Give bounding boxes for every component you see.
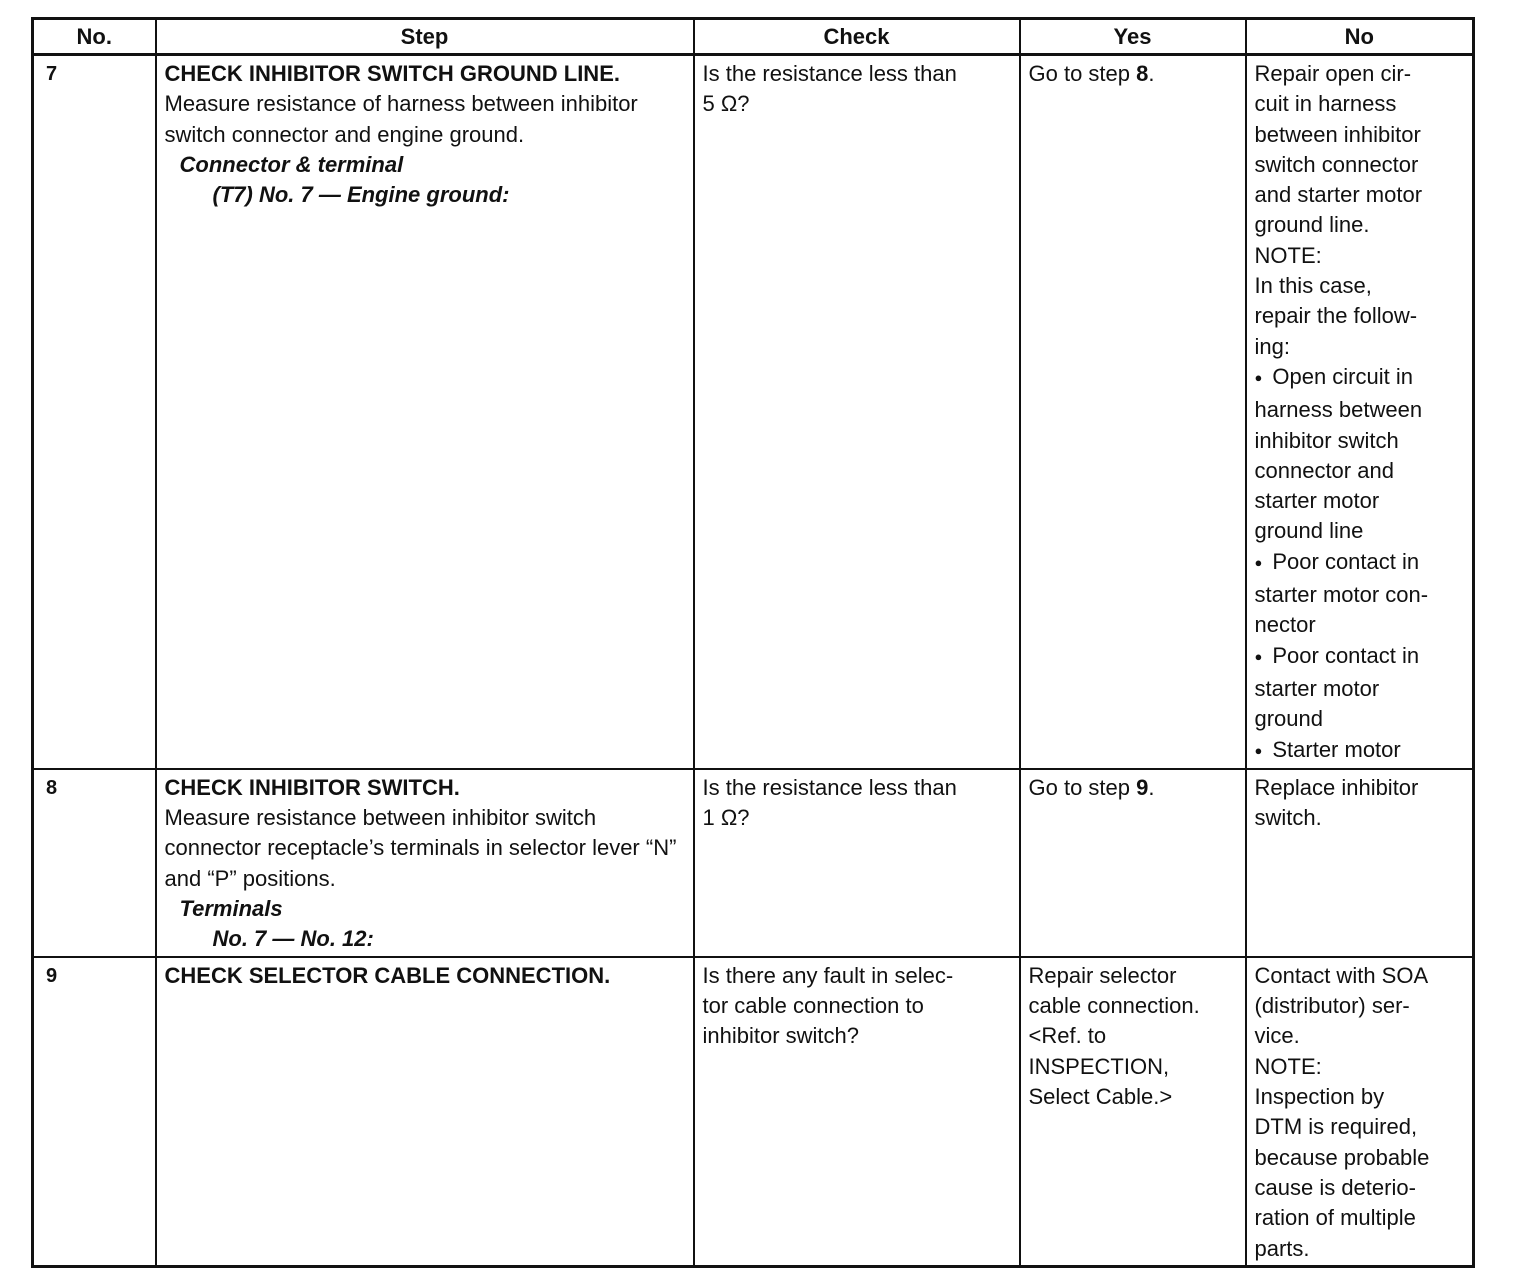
no-text: because probable (1254, 1144, 1430, 1170)
header-row (33, 19, 1474, 55)
yes-text-suffix: . (1148, 774, 1155, 800)
row-number: 9 (33, 957, 156, 1267)
check-cell (694, 957, 1020, 1267)
header-yes: Yes (1020, 19, 1246, 55)
no-text: Replace inhibitor (1254, 774, 1419, 800)
yes-text-suffix: . (1148, 61, 1155, 86)
note-label: NOTE: (1254, 1053, 1322, 1079)
step-cell (156, 55, 694, 769)
no-text: and starter motor (1254, 182, 1423, 208)
row-number: 8 (33, 769, 156, 957)
yes-cell (1020, 769, 1246, 957)
no-text: switch. (1254, 805, 1322, 831)
bullet-item-cont: inhibitor switch (1254, 427, 1399, 453)
check-text: Is there any fault in selec- (702, 962, 954, 988)
yes-cell (1020, 55, 1246, 769)
check-text: Is the resistance less than (702, 774, 957, 800)
check-cell (694, 55, 1020, 769)
no-text: ing: (1254, 333, 1290, 359)
step-description: Measure resistance between inhibitor switch connector receptacle’s terminals in selector lever “N” and “P” positions. (164, 805, 677, 891)
header-no: No. (33, 19, 156, 55)
no-text: cause is deterio- (1254, 1174, 1416, 1200)
check-text: 5 Ω? (702, 91, 750, 117)
step-title: CHECK INHIBITOR SWITCH GROUND LINE. (164, 61, 620, 86)
bullet-item-cont: starter motor con- (1254, 582, 1429, 608)
step-label: Connector & terminal (179, 151, 404, 177)
no-text: ration of multiple (1254, 1205, 1416, 1231)
yes-text: Go to step (1028, 61, 1137, 86)
header-step: Step (156, 19, 694, 55)
bullet-item-cont: harness between (1254, 397, 1423, 423)
no-text: (distributor) ser- (1254, 993, 1410, 1019)
yes-text: Go to step (1028, 774, 1137, 800)
no-text: vice. (1254, 1023, 1300, 1049)
table-row (33, 769, 1474, 957)
check-text: Is the resistance less than (702, 61, 957, 86)
no-text: Contact with SOA (1254, 962, 1429, 988)
yes-step-number: 8 (1136, 61, 1149, 86)
no-text: ground line. (1254, 212, 1370, 238)
bullet-item: ● Starter motor (1255, 735, 1465, 768)
no-cell (1246, 957, 1474, 1267)
bullet-item-cont: ground line (1254, 518, 1364, 544)
yes-text: Repair selector (1028, 962, 1177, 988)
step-description: Measure resistance of harness between inhibitor switch connector and engine ground. (164, 91, 638, 147)
diagnostic-table (31, 17, 1475, 1268)
row-number: 7 (33, 55, 156, 769)
note-label: NOTE: (1254, 242, 1322, 268)
no-text: Inspection by (1254, 1084, 1385, 1110)
check-text: 1 Ω? (702, 805, 750, 831)
no-text: switch connector (1254, 151, 1419, 177)
bullet-item: ● Poor contact in (1255, 547, 1465, 580)
no-text: cuit in harness (1254, 91, 1397, 117)
no-text: parts. (1254, 1235, 1310, 1261)
bullet-item-cont: starter motor (1254, 675, 1380, 701)
header-check: Check (694, 19, 1020, 55)
step-label: Terminals (179, 896, 283, 922)
yes-text: cable connection. (1028, 993, 1200, 1019)
check-cell (694, 769, 1020, 957)
bullet-item-cont: starter motor (1254, 488, 1380, 514)
yes-text: Select Cable.> (1028, 1084, 1173, 1110)
yes-text: <Ref. to (1028, 1023, 1107, 1049)
bullet-item: ● Poor contact in (1255, 641, 1465, 674)
no-cell (1246, 55, 1474, 769)
bullet-item-cont: ground (1254, 706, 1324, 732)
no-text: In this case, (1254, 273, 1372, 299)
yes-cell (1020, 957, 1246, 1267)
no-text: Repair open cir- (1254, 61, 1412, 86)
no-text: repair the follow- (1254, 303, 1418, 329)
yes-step-number: 9 (1136, 774, 1149, 800)
bullet-item: ● Open circuit in (1255, 362, 1465, 395)
step-cell (156, 769, 694, 957)
header-no-result: No (1246, 19, 1474, 55)
check-text: inhibitor switch? (702, 1023, 860, 1049)
bullet-item-cont: nector (1254, 612, 1316, 638)
no-text: DTM is required, (1254, 1114, 1418, 1140)
bullet-item-cont: connector and (1254, 457, 1394, 483)
step-cell (156, 957, 694, 1267)
table-row (33, 957, 1474, 1267)
check-text: tor cable connection to (702, 993, 924, 1019)
step-terminal: (T7) No. 7 — Engine ground: (212, 182, 510, 208)
table-row (33, 55, 1474, 769)
no-cell (1246, 769, 1474, 957)
no-text: between inhibitor (1254, 121, 1421, 147)
step-title: CHECK INHIBITOR SWITCH. (164, 774, 460, 800)
yes-text: INSPECTION, (1028, 1053, 1170, 1079)
step-title: CHECK SELECTOR CABLE CONNECTION. (164, 962, 611, 988)
step-terminal: No. 7 — No. 12: (212, 926, 374, 952)
